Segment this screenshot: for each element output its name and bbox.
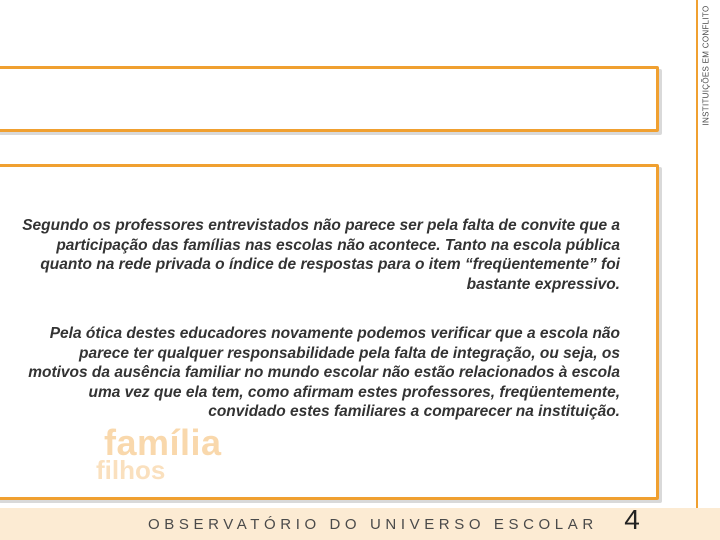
watermark-filhos: filhos xyxy=(96,455,166,485)
title-box xyxy=(0,66,659,132)
paragraph-1: Segundo os professores entrevistados não parece ser pela falta de convite que a participação das famílias nas escolas não acontece. Tanto na escola pública quanto na rede privada o índice de respostas para o item “freqüentemente” foi bastante expressivo. xyxy=(22,217,620,293)
section-label xyxy=(697,0,715,130)
watermark-familia: família xyxy=(104,422,222,463)
paragraph-2: Pela ótica destes educadores novamente podemos verificar que a escola não parece ter qualquer responsabilidade pela falta de integração, ou seja, os motivos da ausência familiar no mundo escolar não estão relacionados à escola uma vez que ela tem, como afirmam estes professores, freqüentemente, convidado estes familiares a comparecer na instituição. xyxy=(28,325,620,420)
footer-title: OBSERVATÓRIO DO UNIVERSO ESCOLAR xyxy=(148,516,598,533)
section-label-text: INSTITUIÇÕES EM CONFLITO xyxy=(701,5,711,125)
page-number: 4 xyxy=(624,504,640,535)
